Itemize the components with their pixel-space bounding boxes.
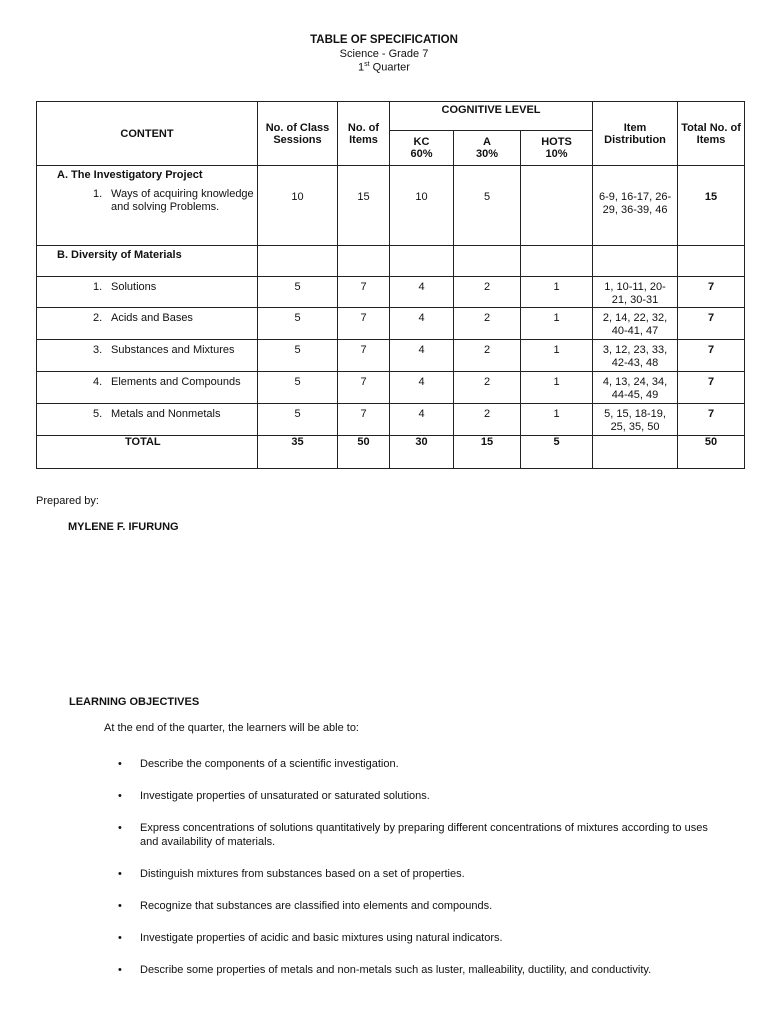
bullet-icon: • [118, 899, 122, 912]
header-kc-percent: 60% [410, 148, 433, 160]
cell-total: 7 [678, 307, 745, 339]
section-row-b [37, 245, 745, 276]
document-quarter [0, 61, 768, 74]
cell-items: 7 [338, 339, 390, 371]
total-label: TOTAL [37, 435, 258, 468]
row-number: 1. [93, 280, 103, 293]
total-sessions: 35 [258, 435, 338, 468]
header-kc-label: KC [413, 136, 430, 148]
document-title: TABLE OF SPECIFICATION [310, 34, 458, 46]
list-item [104, 964, 714, 978]
objectives-list [104, 758, 714, 996]
table-row [37, 403, 745, 435]
list-item [104, 900, 714, 914]
objective-text: Describe some properties of metals and non-metals such as luster, malleability, ductility, and conductivity. [140, 963, 652, 976]
cell-distribution: 2, 14, 22, 32, 40-41, 47 [593, 307, 678, 339]
cell-sessions: 5 [258, 403, 338, 435]
row-topic: Elements and Compounds [111, 375, 241, 388]
cell-sessions: 5 [258, 307, 338, 339]
total-hots: 5 [521, 435, 593, 468]
section-b-label: B. Diversity of Materials [37, 245, 258, 276]
cell-kc: 4 [390, 403, 454, 435]
preparer-name: MYLENE F. IFURUNG [68, 521, 179, 533]
cell-a: 2 [454, 307, 521, 339]
section-a-label: A. The Investigatory Project [37, 166, 258, 184]
row-content [37, 281, 257, 294]
header-item-distribution: Item Distribution [593, 102, 678, 166]
total-grand: 50 [678, 435, 745, 468]
header-cognitive-level: COGNITIVE LEVEL [390, 102, 593, 131]
section-row-a [37, 166, 745, 184]
table-row [37, 339, 745, 371]
cell-hots: 1 [521, 276, 593, 307]
cell-sessions: 5 [258, 371, 338, 403]
cell-a: 2 [454, 371, 521, 403]
bullet-icon: • [118, 867, 122, 880]
total-items: 50 [338, 435, 390, 468]
cell-items: 7 [338, 307, 390, 339]
prepared-by-label: Prepared by: [36, 495, 99, 507]
header-total-items: Total No. of Items [678, 102, 745, 166]
cell-a: 5 [454, 183, 521, 245]
bullet-icon: • [118, 931, 122, 944]
cell-hots: 1 [521, 339, 593, 371]
objectives-heading: LEARNING OBJECTIVES [69, 696, 200, 708]
cell-items: 7 [338, 371, 390, 403]
cell-distribution: 1, 10-11, 20-21, 30-31 [593, 276, 678, 307]
cell-hots: 1 [521, 307, 593, 339]
row-topic: Ways of acquiring knowledge and solving Problems. [111, 188, 254, 213]
row-topic: Solutions [111, 280, 157, 293]
cell-kc: 4 [390, 339, 454, 371]
header-kc [390, 131, 454, 166]
cell-hots: 1 [521, 403, 593, 435]
header-a-label: A [483, 136, 491, 148]
row-topic: Acids and Bases [111, 311, 193, 324]
header-a [454, 131, 521, 166]
cell-sessions: 5 [258, 339, 338, 371]
list-item [104, 758, 714, 772]
cell-total: 7 [678, 339, 745, 371]
document-subtitle: Science - Grade 7 [339, 48, 429, 60]
cell-items: 7 [338, 403, 390, 435]
row-content [37, 188, 257, 214]
cell-distribution: 6-9, 16-17, 26-29, 36-39, 46 [593, 183, 678, 245]
quarter-ordinal-suffix: st [364, 61, 370, 68]
row-number: 3. [93, 343, 103, 356]
cell-total: 7 [678, 276, 745, 307]
cell-sessions: 5 [258, 276, 338, 307]
table-row [37, 371, 745, 403]
bullet-icon: • [118, 963, 122, 976]
list-item [104, 868, 714, 882]
list-item [104, 932, 714, 946]
cell-sessions: 10 [258, 183, 338, 245]
bullet-icon: • [118, 758, 122, 770]
cell-items: 7 [338, 276, 390, 307]
objective-text: Investigate properties of acidic and basic mixtures using natural indicators. [140, 931, 503, 944]
header-class-sessions: No. of Class Sessions [258, 102, 338, 166]
list-item [104, 822, 714, 849]
cell-total: 7 [678, 371, 745, 403]
total-a: 15 [454, 435, 521, 468]
objective-text: Recognize that substances are classified into elements and compounds. [140, 899, 493, 912]
row-content [37, 312, 257, 325]
cell-distribution: 5, 15, 18-19, 25, 35, 50 [593, 403, 678, 435]
objective-text: Describe the components of a scientific investigation. [140, 758, 399, 770]
cell-total: 7 [678, 403, 745, 435]
total-kc: 30 [390, 435, 454, 468]
cell-hots [521, 183, 593, 245]
cell-hots: 1 [521, 371, 593, 403]
cell-a: 2 [454, 276, 521, 307]
row-number: 2. [93, 311, 103, 324]
quarter-number: 1 [358, 61, 365, 74]
header-hots [521, 131, 593, 166]
cell-items: 15 [338, 183, 390, 245]
total-row [37, 435, 745, 468]
cell-distribution: 3, 12, 23, 33, 42-43, 48 [593, 339, 678, 371]
row-content [37, 344, 257, 357]
objective-text: Express concentrations of solutions quantitatively by preparing different concentrations of mixtures according to uses and availability of materials. [140, 822, 708, 848]
list-item [104, 790, 714, 804]
row-number: 5. [93, 407, 103, 420]
cell-kc: 4 [390, 276, 454, 307]
quarter-word: Quarter [369, 61, 410, 74]
bullet-icon: • [118, 822, 122, 834]
total-distribution [593, 435, 678, 468]
table-row [37, 276, 745, 307]
cell-total: 15 [678, 183, 745, 245]
cell-a: 2 [454, 339, 521, 371]
header-content: CONTENT [37, 102, 258, 166]
header-a-percent: 30% [475, 148, 499, 160]
table-row [37, 307, 745, 339]
row-topic: Metals and Nonmetals [111, 407, 221, 420]
bullet-icon: • [118, 790, 122, 802]
table-row [37, 183, 745, 245]
row-number: 1. [93, 188, 103, 200]
header-hots-percent: 10% [545, 148, 568, 160]
cell-kc: 4 [390, 307, 454, 339]
row-topic: Substances and Mixtures [111, 343, 235, 356]
header-no-of-items: No. of Items [338, 102, 390, 166]
cell-kc: 10 [390, 183, 454, 245]
row-content [37, 376, 257, 389]
cell-a: 2 [454, 403, 521, 435]
objective-text: Distinguish mixtures from substances based on a set of properties. [140, 867, 465, 880]
specification-table [36, 101, 745, 469]
cell-kc: 4 [390, 371, 454, 403]
objectives-intro: At the end of the quarter, the learners will be able to: [104, 722, 359, 734]
header-hots-label: HOTS [541, 136, 572, 148]
row-number: 4. [93, 375, 103, 388]
objective-text: Investigate properties of unsaturated or saturated solutions. [140, 790, 430, 802]
cell-distribution: 4, 13, 24, 34, 44-45, 49 [593, 371, 678, 403]
row-content [37, 408, 257, 421]
